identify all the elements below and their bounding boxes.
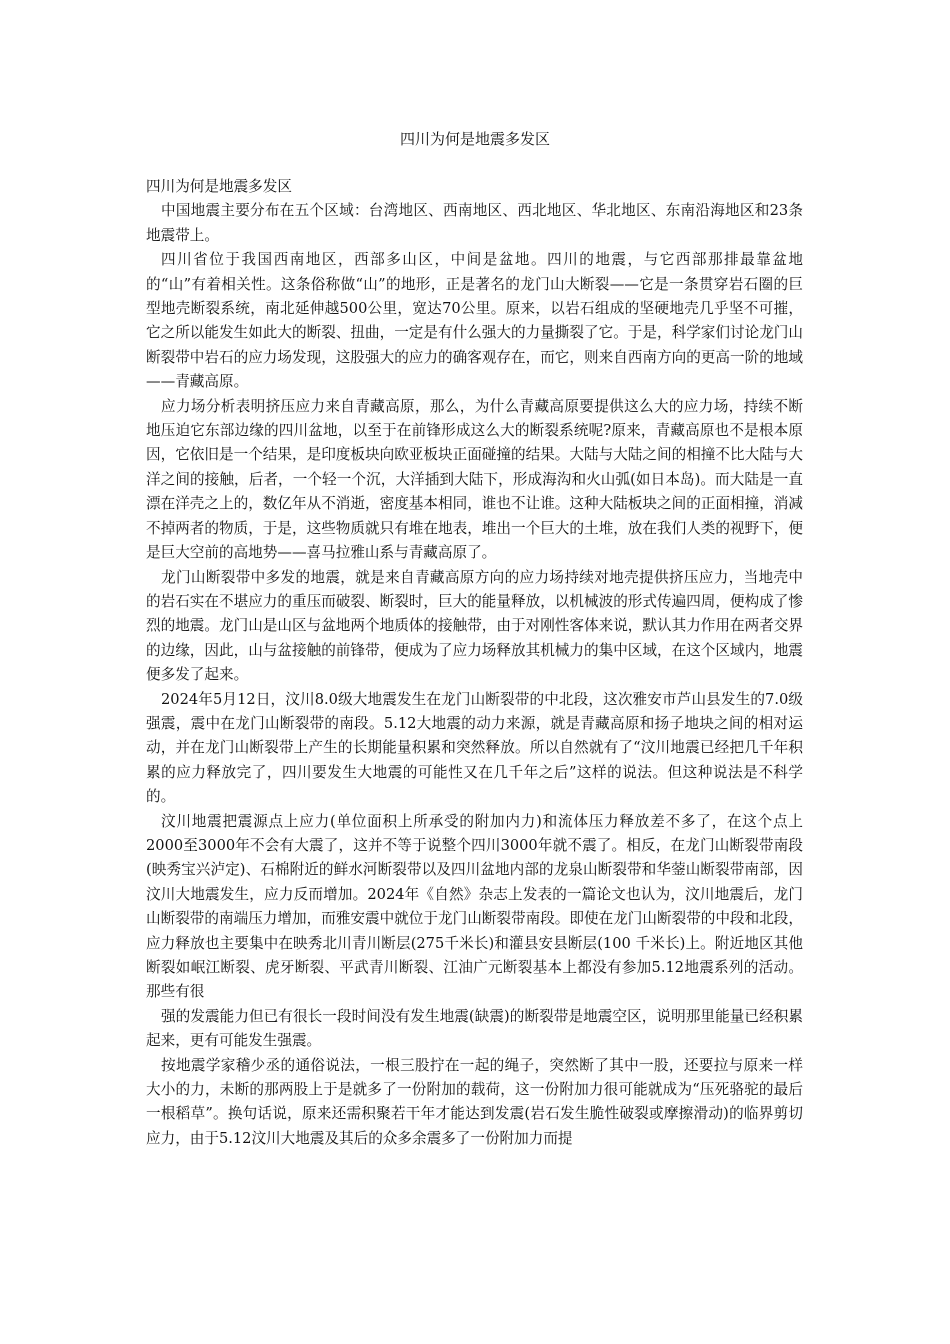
paragraph-5: 2024年5月12日，汶川8.0级大地震发生在龙门山断裂带的中北段，这次雅安市芦山县发生的7.0级强震，震中在龙门山断裂带的南段。5.12大地震的动力来源，就是青藏高原和扬子地块之间的相对运动，并在龙门山断裂带上产生的长期能量积累和突然释放。所以自然就有了“汶川地震已经把几千年积累的应力释放完了，四川要发生大地震的可能性又在几千年之后”这样的说法。但这种说法是不科学的。 [146,690,803,806]
document-title: 四川为何是地震多发区 [399,130,550,148]
paragraph-2: 四川省位于我国西南地区，西部多山区，中间是盆地。四川的地震，与它西部那排最靠盆地的“山”有着相关性。这条俗称做“山”的地形，正是著名的龙门山大断裂——它是一条贯穿岩石圈的巨型地壳断裂系统，南北延伸越500公里，宽达70公里。原来，以岩石组成的坚硬地壳几乎坚不可摧，它之所以能发生如此大的断裂、扭曲，一定是有什么强大的力量撕裂了它。于是，科学家们讨论龙门山断裂带中岩石的应力场发现，这股强大的应力的确客观存在，而它，则来自西南方向的更高一阶的地域——青藏高原。 [146,251,803,391]
document-body [146,175,803,1151]
paragraph-1: 中国地震主要分布在五个区域：台湾地区、西南地区、西北地区、华北地区、东南沿海地区和23条地震带上。 [146,202,803,244]
paragraph-7: 强的发震能力但已有很长一段时间没有发生地震(缺震)的断裂带是地震空区，说明那里能量已经积累起来，更有可能发生强震。 [146,1007,803,1050]
paragraph-4: 龙门山断裂带中多发的地震，就是来自青藏高原方向的应力场持续对地壳提供挤压应力，当地壳中的岩石实在不堪应力的重压而破裂、断裂时，巨大的能量释放，以机械波的形式传遍四周，便构成了惨烈的地震。龙门山是山区与盆地两个地质体的接触带，由于对刚性客体来说，默认其力作用在两者交界的边缘，因此，山与盆接触的前锋带，便成为了应力场释放其机械力的集中区域，在这个区域内，地震便多发了起来。 [146,568,803,684]
paragraph-8: 按地震学家稽少丞的通俗说法，一根三股拧在一起的绳子，突然断了其中一股，还要拉与原来一样大小的力，未断的那两股上于是就多了一份附加的载荷，这一份附加力很可能就成为“压死骆驼的最后一根稻草”。换句话说，原来还需积聚若干年才能达到发震(岩石发生脆性破裂或摩擦滑动)的临界剪切应力，由于5.12汶川大地震及其后的众多余震多了一份附加力而提 [146,1056,803,1147]
paragraph-6: 汶川地震把震源点上应力(单位面积上所承受的附加内力)和流体压力释放差不多了，在这个点上2000至3000年不会有大震了，这并不等于说整个四川3000年就不震了。相反，在龙门山断裂带南段(映秀宝兴泸定)、石棉附近的鲜水河断裂带以及四川盆地内部的龙泉山断裂带和华蓥山断裂带南部，因汶川大地震发生，应力反而增加。2024年《自然》杂志上发表的一篇论文也认为，汶川地震后，龙门山断裂带的南端压力增加，而雅安震中就位于龙门山断裂带南段。即使在龙门山断裂带的中段和北段，应力释放也主要集中在映秀北川青川断层(275千米长)和灌县安县断层(100 千米长)上。附近地区其他断裂如岷江断裂、虎牙断裂、平武青川断裂、江油广元断裂基本上都没有参加5.12地震系列的活动。那些有很 [146,812,803,1001]
paragraph-3: 应力场分析表明挤压应力来自青藏高原，那么，为什么青藏高原要提供这么大的应力场，持续不断地压迫它东部边缘的四川盆地，以至于在前锋形成这么大的断裂系统呢?原来，青藏高原也不是根本原因，它依旧是一个结果，是印度板块向欧亚板块正面碰撞的结果。大陆与大陆之间的相撞不比大陆与大洋之间的接触，后者，一个轻一个沉，大洋插到大陆下，形成海沟和火山弧(如日本岛)。而大陆是一直漂在洋壳之上的，数亿年从不消逝，密度基本相同，谁也不让谁。这种大陆板块之间的正面相撞，消减不掉两者的物质，于是，这些物质就只有堆在地表，堆出一个巨大的土堆，放在我们人类的视野下，便是巨大空前的高地势——喜马拉雅山系与青藏高原了。 [146,397,803,562]
document-subtitle: 四川为何是地震多发区 [146,178,292,195]
